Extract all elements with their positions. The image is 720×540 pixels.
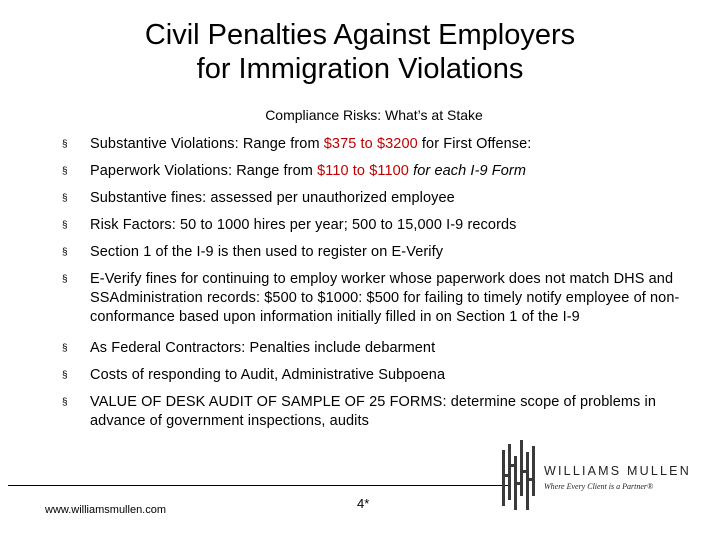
- title-line-2: for Immigration Violations: [196, 53, 524, 85]
- logo-mark-icon: [500, 434, 540, 514]
- bullet-marker: §: [62, 397, 68, 408]
- bullet-text: Paperwork Violations: Range from: [90, 163, 318, 179]
- bullet-marker: §: [62, 139, 68, 150]
- bullet-italic-text: for each I-9 Form: [408, 163, 527, 179]
- bullet-red-text: $375 to $3200: [323, 136, 418, 152]
- bullet-list: [62, 135, 692, 431]
- logo-name: WILLIAMS MULLEN: [544, 464, 691, 478]
- bullet-marker: §: [62, 343, 68, 354]
- bullet-red-text: $110 to $1100: [317, 163, 409, 179]
- bullet-text: E-Verify fines for continuing to employ worker whose paperwork does not match DHS and SSAdministration records: $500 to $1000: $500 for failing to timely notify employee of non-conformance based upon information initially filled in on Section 1 of the I-9: [90, 271, 680, 325]
- bullet-text: VALUE OF DESK AUDIT OF SAMPLE OF 25 FORMS: determine scope of problems in advance of government inspections, audits: [90, 394, 657, 429]
- bullet-text: Substantive fines: assessed per unauthorized employee: [90, 190, 455, 206]
- list-item: [62, 216, 692, 235]
- list-item: [62, 393, 692, 431]
- list-item: [62, 162, 692, 181]
- bullet-marker: §: [62, 166, 68, 177]
- page-number: 4*: [357, 496, 370, 511]
- list-item: [62, 243, 692, 262]
- bullet-text: Section 1 of the I-9 is then used to register on E-Verify: [90, 244, 444, 260]
- footer-divider: [8, 485, 508, 486]
- list-item: [62, 189, 692, 208]
- bullet-marker: §: [62, 247, 68, 258]
- footer-url: www.williamsmullen.com: [45, 504, 167, 516]
- bullet-text: Risk Factors: 50 to 1000 hires per year; 500 to 15,000 I-9 records: [90, 217, 517, 233]
- bullet-marker: §: [62, 193, 68, 204]
- bullet-marker: §: [62, 274, 68, 285]
- subtitle: Compliance Risks: What’s at Stake: [265, 107, 483, 123]
- bullet-marker: §: [62, 370, 68, 381]
- page-title: [0, 18, 720, 86]
- list-item: [62, 135, 692, 154]
- bullet-text: Costs of responding to Audit, Administrative Subpoena: [90, 367, 446, 383]
- bullet-text: Substantive Violations: Range from: [90, 136, 324, 152]
- list-item: [62, 366, 692, 385]
- title-line-1: Civil Penalties Against Employers: [144, 19, 576, 51]
- logo-tagline: Where Every Client is a Partner®: [544, 482, 654, 491]
- list-item: [62, 270, 692, 327]
- williams-mullen-logo: [500, 434, 710, 514]
- bullet-text: As Federal Contractors: Penalties include debarment: [90, 340, 436, 356]
- list-item: [62, 339, 692, 358]
- bullet-marker: §: [62, 220, 68, 231]
- bullet-text: for First Offense:: [417, 136, 532, 152]
